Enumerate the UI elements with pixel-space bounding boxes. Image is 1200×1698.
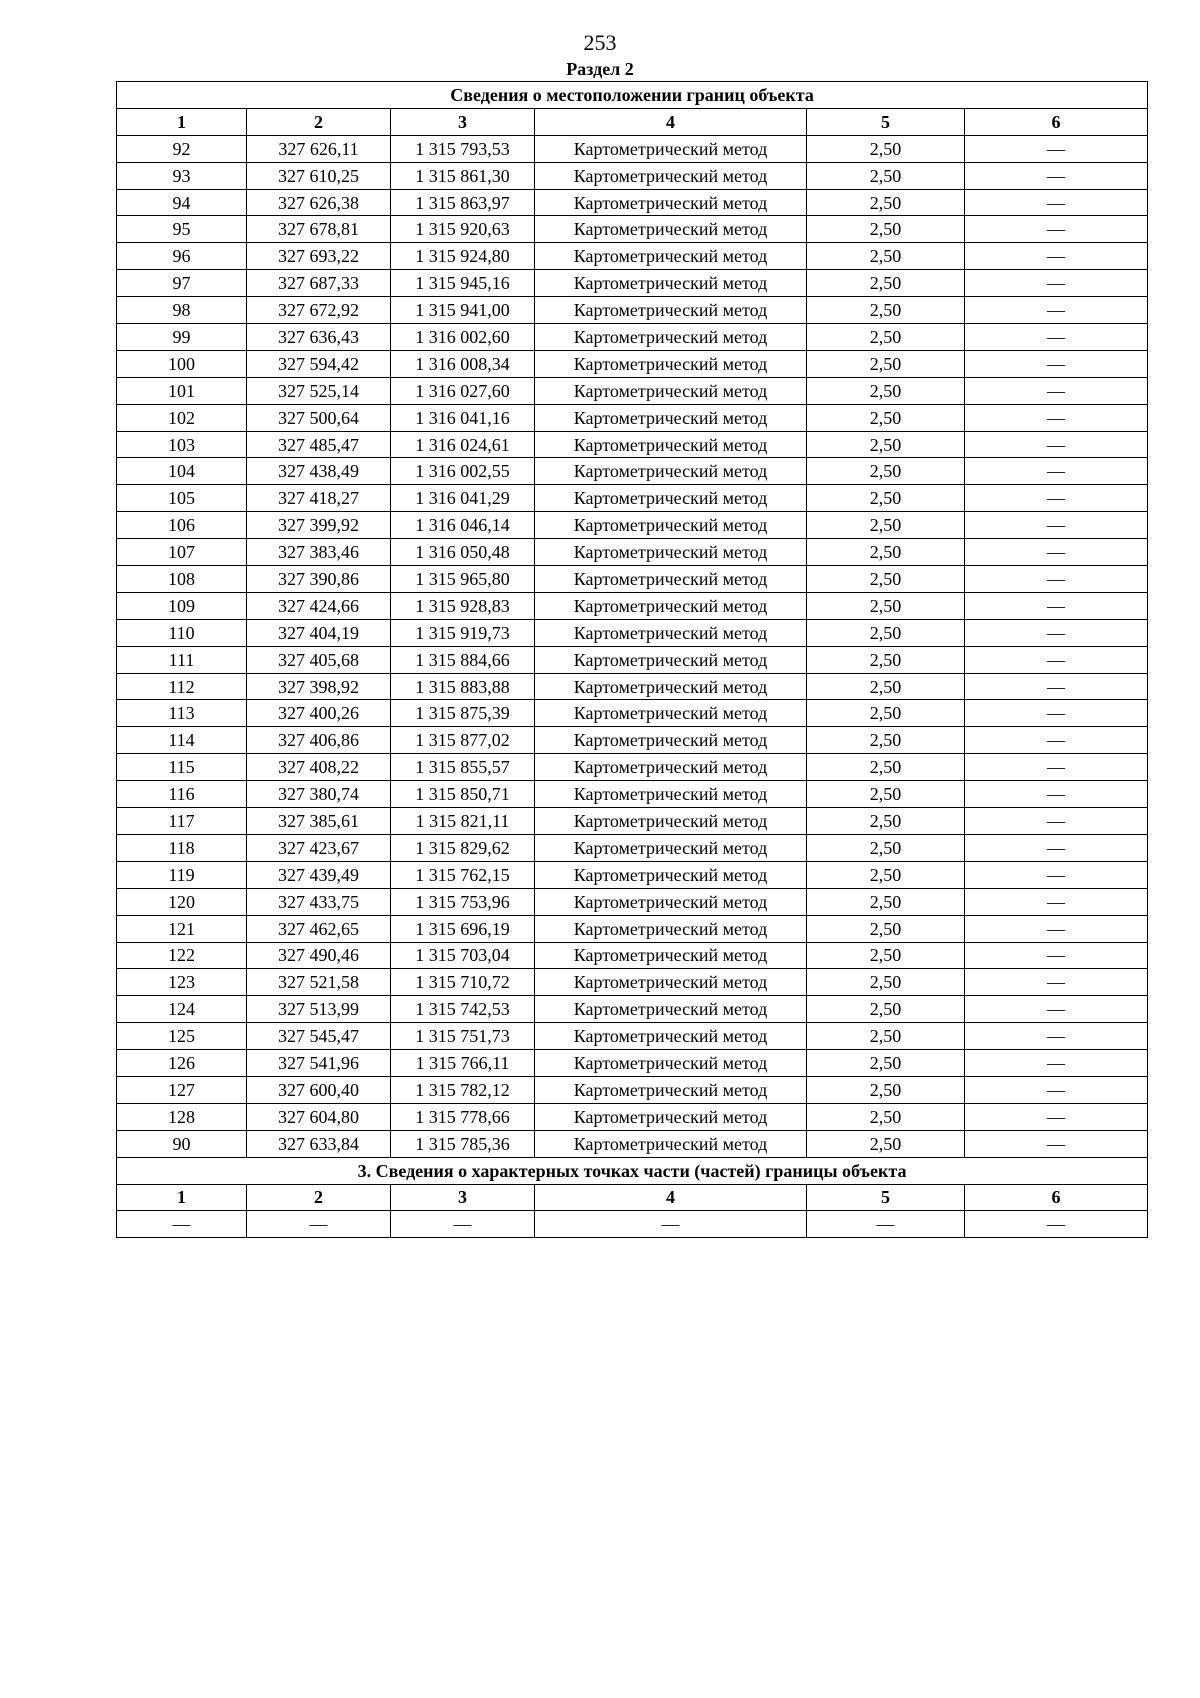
table-cell: 327 424,66 bbox=[247, 592, 391, 619]
table-row bbox=[117, 619, 1148, 646]
table-cell: 327 433,75 bbox=[247, 888, 391, 915]
table-cell: Картометрический метод bbox=[535, 350, 807, 377]
table-row bbox=[117, 969, 1148, 996]
table-cell: 2,50 bbox=[807, 243, 965, 270]
table-row bbox=[117, 539, 1148, 566]
table-cell: — bbox=[965, 942, 1148, 969]
table-cell: 1 315 877,02 bbox=[391, 727, 535, 754]
table-cell: Картометрический метод bbox=[535, 592, 807, 619]
table-cell: Картометрический метод bbox=[535, 189, 807, 216]
table-cell: 2 bbox=[247, 1184, 391, 1211]
table-cell: 2,50 bbox=[807, 619, 965, 646]
table-row bbox=[117, 270, 1148, 297]
table-cell: — bbox=[535, 1211, 807, 1238]
table-cell: 2,50 bbox=[807, 592, 965, 619]
table-cell: 327 633,84 bbox=[247, 1130, 391, 1157]
table-cell: 2,50 bbox=[807, 458, 965, 485]
table-cell: — bbox=[965, 754, 1148, 781]
table-cell: 2,50 bbox=[807, 512, 965, 539]
table-cell: 5 bbox=[807, 1184, 965, 1211]
table-cell: 105 bbox=[117, 485, 247, 512]
table-row bbox=[117, 1211, 1148, 1238]
table-cell: 125 bbox=[117, 1023, 247, 1050]
table-cell: 327 626,38 bbox=[247, 189, 391, 216]
table-cell: 2,50 bbox=[807, 861, 965, 888]
table-cell: 1 315 861,30 bbox=[391, 162, 535, 189]
table-cell: Картометрический метод bbox=[535, 861, 807, 888]
table-cell: 1 315 785,36 bbox=[391, 1130, 535, 1157]
table-cell: 327 404,19 bbox=[247, 619, 391, 646]
table-cell: 1 315 782,12 bbox=[391, 1076, 535, 1103]
table-cell: 327 462,65 bbox=[247, 915, 391, 942]
table-cell: 99 bbox=[117, 324, 247, 351]
table-cell: 100 bbox=[117, 350, 247, 377]
table-cell: 102 bbox=[117, 404, 247, 431]
table-cell: 109 bbox=[117, 592, 247, 619]
table-cell: 106 bbox=[117, 512, 247, 539]
table-cell: 110 bbox=[117, 619, 247, 646]
table-cell: 113 bbox=[117, 700, 247, 727]
table-cell: 121 bbox=[117, 915, 247, 942]
table-cell: — bbox=[965, 431, 1148, 458]
table-cell: Картометрический метод bbox=[535, 566, 807, 593]
table-cell: — bbox=[965, 888, 1148, 915]
table-cell: 327 610,25 bbox=[247, 162, 391, 189]
table-cell: Картометрический метод bbox=[535, 1050, 807, 1077]
table-cell: — bbox=[117, 1211, 247, 1238]
table-cell: 1 315 850,71 bbox=[391, 781, 535, 808]
table-cell: 327 490,46 bbox=[247, 942, 391, 969]
table-cell: — bbox=[965, 1023, 1148, 1050]
table-row bbox=[117, 297, 1148, 324]
table-cell: 327 500,64 bbox=[247, 404, 391, 431]
table-cell: 115 bbox=[117, 754, 247, 781]
section3-column-number-row bbox=[117, 1184, 1148, 1211]
table-cell: 90 bbox=[117, 1130, 247, 1157]
table-cell: Картометрический метод bbox=[535, 915, 807, 942]
table-cell: 327 485,47 bbox=[247, 431, 391, 458]
table-cell: 2,50 bbox=[807, 350, 965, 377]
table-cell: Картометрический метод bbox=[535, 135, 807, 162]
table-cell: 108 bbox=[117, 566, 247, 593]
table-cell: — bbox=[965, 350, 1148, 377]
table-cell: 327 380,74 bbox=[247, 781, 391, 808]
table-cell: — bbox=[965, 1130, 1148, 1157]
table-cell: — bbox=[965, 861, 1148, 888]
table-cell: 117 bbox=[117, 808, 247, 835]
table-cell: 112 bbox=[117, 673, 247, 700]
table-cell: 2,50 bbox=[807, 700, 965, 727]
table-cell: Картометрический метод bbox=[535, 404, 807, 431]
table-cell: Картометрический метод bbox=[535, 1130, 807, 1157]
table-cell: 104 bbox=[117, 458, 247, 485]
table-cell: 2,50 bbox=[807, 1076, 965, 1103]
table-cell: 1 315 766,11 bbox=[391, 1050, 535, 1077]
table-cell: 1 315 742,53 bbox=[391, 996, 535, 1023]
table-cell: 5 bbox=[807, 108, 965, 135]
table-cell: 1 315 710,72 bbox=[391, 969, 535, 996]
table-cell: Картометрический метод bbox=[535, 1023, 807, 1050]
table-cell: 3 bbox=[391, 1184, 535, 1211]
table-cell: — bbox=[965, 781, 1148, 808]
table-cell: 1 315 821,11 bbox=[391, 808, 535, 835]
table-cell: — bbox=[965, 270, 1148, 297]
table-cell: 2,50 bbox=[807, 808, 965, 835]
table-cell: 2,50 bbox=[807, 485, 965, 512]
table-cell: 327 383,46 bbox=[247, 539, 391, 566]
table-cell: 2,50 bbox=[807, 566, 965, 593]
table-cell: 1 315 863,97 bbox=[391, 189, 535, 216]
table-row bbox=[117, 834, 1148, 861]
table-cell: — bbox=[965, 324, 1148, 351]
table-cell: 126 bbox=[117, 1050, 247, 1077]
table-cell: 327 400,26 bbox=[247, 700, 391, 727]
table-cell: — bbox=[391, 1211, 535, 1238]
table-cell: 2,50 bbox=[807, 162, 965, 189]
column-number-row bbox=[117, 108, 1148, 135]
table-row bbox=[117, 942, 1148, 969]
table-cell: Картометрический метод bbox=[535, 377, 807, 404]
table-row bbox=[117, 324, 1148, 351]
table-cell: 327 513,99 bbox=[247, 996, 391, 1023]
table-cell: 2,50 bbox=[807, 888, 965, 915]
page-number: 253 bbox=[583, 30, 617, 55]
table-cell: — bbox=[807, 1211, 965, 1238]
table-cell: 327 626,11 bbox=[247, 135, 391, 162]
table-cell: 2,50 bbox=[807, 404, 965, 431]
table-cell: 97 bbox=[117, 270, 247, 297]
table-cell: Картометрический метод bbox=[535, 996, 807, 1023]
table-cell: — bbox=[965, 162, 1148, 189]
table-cell: 327 438,49 bbox=[247, 458, 391, 485]
table-cell: 1 315 696,19 bbox=[391, 915, 535, 942]
table-row bbox=[117, 808, 1148, 835]
table-cell: 327 385,61 bbox=[247, 808, 391, 835]
table-cell: 1 315 965,80 bbox=[391, 566, 535, 593]
table-cell: Картометрический метод bbox=[535, 969, 807, 996]
table-cell: 2,50 bbox=[807, 754, 965, 781]
table-cell: 1 315 751,73 bbox=[391, 1023, 535, 1050]
table-cell: — bbox=[965, 243, 1148, 270]
table-cell: Картометрический метод bbox=[535, 754, 807, 781]
table-cell: 2,50 bbox=[807, 1050, 965, 1077]
table-title: Сведения о местоположении границ объекта bbox=[117, 82, 1148, 109]
table-row bbox=[117, 646, 1148, 673]
table-cell: 107 bbox=[117, 539, 247, 566]
table-cell: 1 315 829,62 bbox=[391, 834, 535, 861]
table-row bbox=[117, 458, 1148, 485]
table-cell: 327 672,92 bbox=[247, 297, 391, 324]
table-cell: 116 bbox=[117, 781, 247, 808]
table-cell: 327 545,47 bbox=[247, 1023, 391, 1050]
table-cell: — bbox=[965, 834, 1148, 861]
table-row bbox=[117, 1130, 1148, 1157]
table-cell: — bbox=[965, 539, 1148, 566]
table-cell: 1 316 050,48 bbox=[391, 539, 535, 566]
table-cell: 1 315 753,96 bbox=[391, 888, 535, 915]
table-cell: Картометрический метод bbox=[535, 243, 807, 270]
table-cell: 98 bbox=[117, 297, 247, 324]
table-cell: 111 bbox=[117, 646, 247, 673]
table-cell: 327 687,33 bbox=[247, 270, 391, 297]
table-cell: Картометрический метод bbox=[535, 619, 807, 646]
table-cell: 2,50 bbox=[807, 1103, 965, 1130]
table-cell: 123 bbox=[117, 969, 247, 996]
table-cell: 2,50 bbox=[807, 834, 965, 861]
table-cell: 327 693,22 bbox=[247, 243, 391, 270]
table-cell: 4 bbox=[535, 1184, 807, 1211]
table-row bbox=[117, 996, 1148, 1023]
table-row bbox=[117, 566, 1148, 593]
section3-title: 3. Сведения о характерных точках части (частей) границы объекта bbox=[117, 1157, 1148, 1184]
table-cell: 127 bbox=[117, 1076, 247, 1103]
table-cell: 2,50 bbox=[807, 270, 965, 297]
table-cell: 96 bbox=[117, 243, 247, 270]
table-cell: 2,50 bbox=[807, 727, 965, 754]
table-cell: 1 316 027,60 bbox=[391, 377, 535, 404]
table-cell: Картометрический метод bbox=[535, 512, 807, 539]
table-cell: Картометрический метод bbox=[535, 673, 807, 700]
table-cell: 327 525,14 bbox=[247, 377, 391, 404]
table-cell: — bbox=[965, 512, 1148, 539]
table-cell: 327 678,81 bbox=[247, 216, 391, 243]
table-cell: 103 bbox=[117, 431, 247, 458]
table-cell: 2,50 bbox=[807, 377, 965, 404]
table-cell: 1 315 883,88 bbox=[391, 673, 535, 700]
table-row bbox=[117, 377, 1148, 404]
table-cell: — bbox=[965, 673, 1148, 700]
table-row bbox=[117, 861, 1148, 888]
table-cell: Картометрический метод bbox=[535, 458, 807, 485]
table-row bbox=[117, 512, 1148, 539]
table-cell: 4 bbox=[535, 108, 807, 135]
table-cell: 1 bbox=[117, 1184, 247, 1211]
table-cell: 1 316 008,34 bbox=[391, 350, 535, 377]
table-cell: 1 316 041,29 bbox=[391, 485, 535, 512]
section-heading: Раздел 2 bbox=[566, 59, 634, 79]
table-cell: 94 bbox=[117, 189, 247, 216]
table-cell: 327 390,86 bbox=[247, 566, 391, 593]
table-cell: 122 bbox=[117, 942, 247, 969]
table-cell: 128 bbox=[117, 1103, 247, 1130]
table-cell: 327 399,92 bbox=[247, 512, 391, 539]
table-cell: — bbox=[965, 996, 1148, 1023]
table-row bbox=[117, 431, 1148, 458]
table-cell: 327 604,80 bbox=[247, 1103, 391, 1130]
table-cell: 1 315 920,63 bbox=[391, 216, 535, 243]
table-cell: 2,50 bbox=[807, 1023, 965, 1050]
table-cell: 101 bbox=[117, 377, 247, 404]
table-cell: 2,50 bbox=[807, 969, 965, 996]
table-cell: 1 315 875,39 bbox=[391, 700, 535, 727]
table-cell: — bbox=[965, 297, 1148, 324]
table-row bbox=[117, 135, 1148, 162]
table-cell: 120 bbox=[117, 888, 247, 915]
table-cell: 327 600,40 bbox=[247, 1076, 391, 1103]
table-cell: — bbox=[965, 1050, 1148, 1077]
table-cell: Картометрический метод bbox=[535, 431, 807, 458]
boundary-coordinates-table bbox=[116, 81, 1148, 1238]
table-cell: 118 bbox=[117, 834, 247, 861]
table-cell: — bbox=[965, 1103, 1148, 1130]
table-cell: 2,50 bbox=[807, 431, 965, 458]
table-cell: 1 315 793,53 bbox=[391, 135, 535, 162]
table-cell: — bbox=[965, 377, 1148, 404]
table-cell: Картометрический метод bbox=[535, 324, 807, 351]
table-cell: — bbox=[965, 619, 1148, 646]
table-cell: — bbox=[965, 1211, 1148, 1238]
table-cell: 2,50 bbox=[807, 539, 965, 566]
table-cell: Картометрический метод bbox=[535, 1076, 807, 1103]
table-cell: Картометрический метод bbox=[535, 216, 807, 243]
table-cell: 2,50 bbox=[807, 915, 965, 942]
table-cell: 2,50 bbox=[807, 216, 965, 243]
table-cell: 6 bbox=[965, 1184, 1148, 1211]
table-cell: — bbox=[965, 646, 1148, 673]
table-cell: 1 316 041,16 bbox=[391, 404, 535, 431]
table-row bbox=[117, 1023, 1148, 1050]
table-cell: — bbox=[965, 404, 1148, 431]
table-cell: 119 bbox=[117, 861, 247, 888]
table-row bbox=[117, 404, 1148, 431]
table-cell: — bbox=[965, 915, 1148, 942]
table-cell: 327 594,42 bbox=[247, 350, 391, 377]
table-cell: 327 521,58 bbox=[247, 969, 391, 996]
table-cell: 2,50 bbox=[807, 135, 965, 162]
table-cell: 1 315 884,66 bbox=[391, 646, 535, 673]
table-cell: 3 bbox=[391, 108, 535, 135]
table-cell: Картометрический метод bbox=[535, 646, 807, 673]
table-row bbox=[117, 1076, 1148, 1103]
table-cell: 92 bbox=[117, 135, 247, 162]
table-cell: — bbox=[965, 135, 1148, 162]
table-cell: 124 bbox=[117, 996, 247, 1023]
table-cell: 2,50 bbox=[807, 297, 965, 324]
table-cell: Картометрический метод bbox=[535, 888, 807, 915]
table-cell: 327 418,27 bbox=[247, 485, 391, 512]
table-row bbox=[117, 592, 1148, 619]
table-title-row bbox=[117, 82, 1148, 109]
table-cell: 1 315 945,16 bbox=[391, 270, 535, 297]
table-row bbox=[117, 915, 1148, 942]
table-row bbox=[117, 673, 1148, 700]
table-row bbox=[117, 1050, 1148, 1077]
table-cell: — bbox=[965, 700, 1148, 727]
table-cell: 1 316 002,60 bbox=[391, 324, 535, 351]
table-cell: — bbox=[965, 808, 1148, 835]
table-cell: 2,50 bbox=[807, 781, 965, 808]
table-cell: Картометрический метод bbox=[535, 297, 807, 324]
table-cell: 1 315 941,00 bbox=[391, 297, 535, 324]
table-cell: 2,50 bbox=[807, 646, 965, 673]
table-row bbox=[117, 888, 1148, 915]
table-cell: — bbox=[965, 1076, 1148, 1103]
table-cell: Картометрический метод bbox=[535, 727, 807, 754]
table-cell: Картометрический метод bbox=[535, 1103, 807, 1130]
table-cell: 2,50 bbox=[807, 673, 965, 700]
table-cell: 1 bbox=[117, 108, 247, 135]
table-cell: Картометрический метод bbox=[535, 834, 807, 861]
table-cell: 1 316 046,14 bbox=[391, 512, 535, 539]
table-cell: 327 408,22 bbox=[247, 754, 391, 781]
table-cell: Картометрический метод bbox=[535, 700, 807, 727]
table-cell: 1 315 919,73 bbox=[391, 619, 535, 646]
section3-title-row bbox=[117, 1157, 1148, 1184]
table-cell: 1 315 855,57 bbox=[391, 754, 535, 781]
table-cell: 1 315 703,04 bbox=[391, 942, 535, 969]
table-row bbox=[117, 1103, 1148, 1130]
table-cell: 2,50 bbox=[807, 996, 965, 1023]
table-row bbox=[117, 189, 1148, 216]
table-cell: Картометрический метод bbox=[535, 942, 807, 969]
table-cell: — bbox=[965, 727, 1148, 754]
table-cell: 1 316 024,61 bbox=[391, 431, 535, 458]
table-cell: 6 bbox=[965, 108, 1148, 135]
table-cell: Картометрический метод bbox=[535, 485, 807, 512]
table-cell: Картометрический метод bbox=[535, 808, 807, 835]
table-row bbox=[117, 754, 1148, 781]
table-cell: 1 315 924,80 bbox=[391, 243, 535, 270]
table-cell: 2,50 bbox=[807, 189, 965, 216]
table-row bbox=[117, 162, 1148, 189]
table-cell: 327 439,49 bbox=[247, 861, 391, 888]
table-cell: — bbox=[965, 485, 1148, 512]
table-row bbox=[117, 727, 1148, 754]
table-cell: 327 406,86 bbox=[247, 727, 391, 754]
table-cell: Картометрический метод bbox=[535, 162, 807, 189]
table-cell: — bbox=[965, 458, 1148, 485]
table-cell: 2,50 bbox=[807, 324, 965, 351]
table-cell: 2 bbox=[247, 108, 391, 135]
table-cell: 327 398,92 bbox=[247, 673, 391, 700]
table-row bbox=[117, 700, 1148, 727]
table-row bbox=[117, 243, 1148, 270]
table-cell: Картометрический метод bbox=[535, 781, 807, 808]
table-cell: 2,50 bbox=[807, 1130, 965, 1157]
table-cell: 1 315 762,15 bbox=[391, 861, 535, 888]
table-cell: 2,50 bbox=[807, 942, 965, 969]
table-cell: — bbox=[247, 1211, 391, 1238]
table-cell: 1 316 002,55 bbox=[391, 458, 535, 485]
table-cell: — bbox=[965, 216, 1148, 243]
table-row bbox=[117, 350, 1148, 377]
table-cell: — bbox=[965, 969, 1148, 996]
table-cell: 95 bbox=[117, 216, 247, 243]
table-cell: 327 636,43 bbox=[247, 324, 391, 351]
table-cell: 327 541,96 bbox=[247, 1050, 391, 1077]
table-cell: — bbox=[965, 592, 1148, 619]
table-row bbox=[117, 485, 1148, 512]
table-cell: — bbox=[965, 189, 1148, 216]
table-cell: Картометрический метод bbox=[535, 270, 807, 297]
table-cell: 327 423,67 bbox=[247, 834, 391, 861]
table-cell: 1 315 928,83 bbox=[391, 592, 535, 619]
table-cell: 93 bbox=[117, 162, 247, 189]
table-cell: 114 bbox=[117, 727, 247, 754]
table-cell: — bbox=[965, 566, 1148, 593]
table-row bbox=[117, 216, 1148, 243]
table-cell: Картометрический метод bbox=[535, 539, 807, 566]
table-body bbox=[117, 82, 1148, 1238]
table-row bbox=[117, 781, 1148, 808]
table-cell: 1 315 778,66 bbox=[391, 1103, 535, 1130]
table-cell: 327 405,68 bbox=[247, 646, 391, 673]
